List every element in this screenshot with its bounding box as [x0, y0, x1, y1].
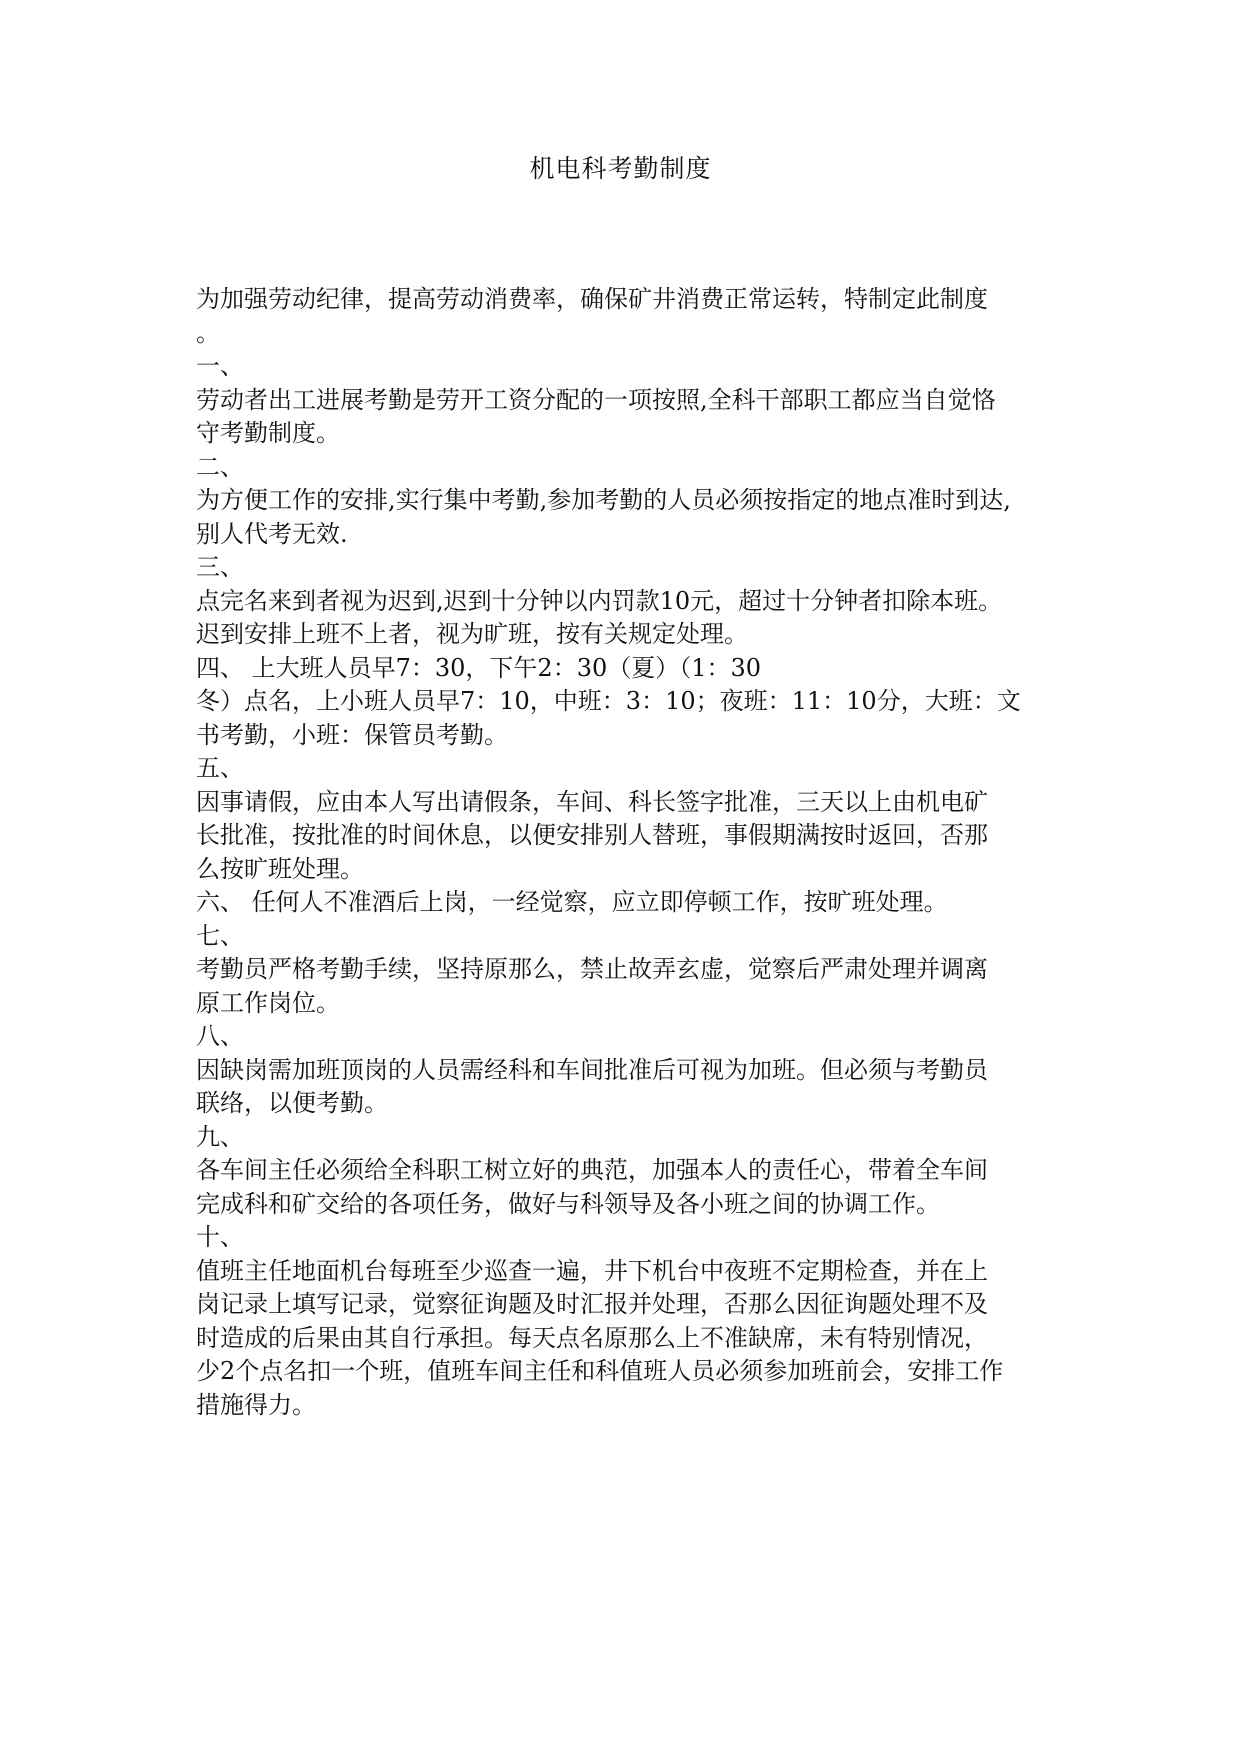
text-line: 五、 — [196, 754, 244, 782]
text-line: 四、 上大班人员早7：30，下午2：30（夏）（1：30 — [196, 653, 762, 682]
text-line: 迟到安排上班不上者，视为旷班，按有关规定处理。 — [196, 620, 748, 648]
text-line: 完成科和矿交给的各项任务，做好与科领导及各小班之间的协调工作。 — [196, 1189, 940, 1218]
text-line: 各车间主任必须给全科职工树立好的典范，加强本人的责任心，带着全车间 — [196, 1156, 988, 1184]
text-line: 十、 — [196, 1223, 244, 1251]
text-line: 劳动者出工进展考勤是劳开工资分配的一项按照,全科干部职工都应当自觉恪 — [196, 385, 996, 414]
text-line: 岗记录上填写记录，觉察征询题及时汇报并处理，否那么因征询题处理不及 — [196, 1290, 988, 1318]
text-line: 三、 — [196, 553, 244, 581]
text-line: 原工作岗位。 — [196, 988, 340, 1017]
text-line: 为加强劳动纪律，提高劳动消费率，确保矿井消费正常运转，特制定此制度 — [196, 285, 988, 313]
text-line: 八、 — [196, 1022, 244, 1050]
text-line: 长批准，按批准的时间休息，以便安排别人替班，事假期满按时返回，否那 — [196, 821, 988, 849]
text-line: 少2个点名扣一个班，值班车间主任和科值班人员必须参加班前会，安排工作 — [196, 1357, 1004, 1385]
text-line: 守考勤制度。 — [196, 419, 340, 447]
text-line: 为方便工作的安排,实行集中考勤,参加考勤的人员必须按指定的地点准时到达, — [196, 486, 1011, 514]
text-line: 书考勤，小班：保管员考勤。 — [196, 720, 508, 749]
text-line: 六、 任何人不准酒后上岗，一经觉察，应立即停顿工作，按旷班处理。 — [196, 888, 948, 916]
text-line: 么按旷班处理。 — [196, 854, 364, 883]
text-line: 九、 — [196, 1122, 244, 1151]
text-line: 考勤员严格考勤手续，坚持原那么，禁止故弄玄虚，觉察后严肃处理并调离 — [196, 955, 988, 983]
text-line: 时造成的后果由其自行承担。每天点名原那么上不准缺席，未有特别情况， — [196, 1323, 988, 1352]
document-title: 机电科考勤制度 — [529, 154, 712, 183]
text-line: 联络，以便考勤。 — [196, 1089, 388, 1117]
text-line: 别人代考无效. — [196, 519, 348, 548]
text-line: 值班主任地面机台每班至少巡查一遍，井下机台中夜班不定期检查，并在上 — [196, 1256, 988, 1285]
text-line: 。 — [196, 318, 220, 347]
text-line: 措施得力。 — [196, 1390, 316, 1419]
text-line: 七、 — [196, 921, 244, 950]
text-line: 因事请假，应由本人写出请假条，车间、科长签字批准，三天以上由机电矿 — [196, 787, 988, 816]
text-line: 一、 — [196, 352, 244, 380]
text-line: 二、 — [196, 452, 244, 481]
text-line: 冬）点名，上小班人员早7：10，中班：3：10；夜班：11：10分，大班：文 — [196, 687, 1021, 715]
text-line: 因缺岗需加班顶岗的人员需经科和车间批准后可视为加班。但必须与考勤员 — [196, 1055, 988, 1084]
document-body — [196, 283, 1041, 1422]
text-line: 点完名来到者视为迟到,迟到十分钟以内罚款10元，超过十分钟者扣除本班。 — [196, 586, 1003, 615]
